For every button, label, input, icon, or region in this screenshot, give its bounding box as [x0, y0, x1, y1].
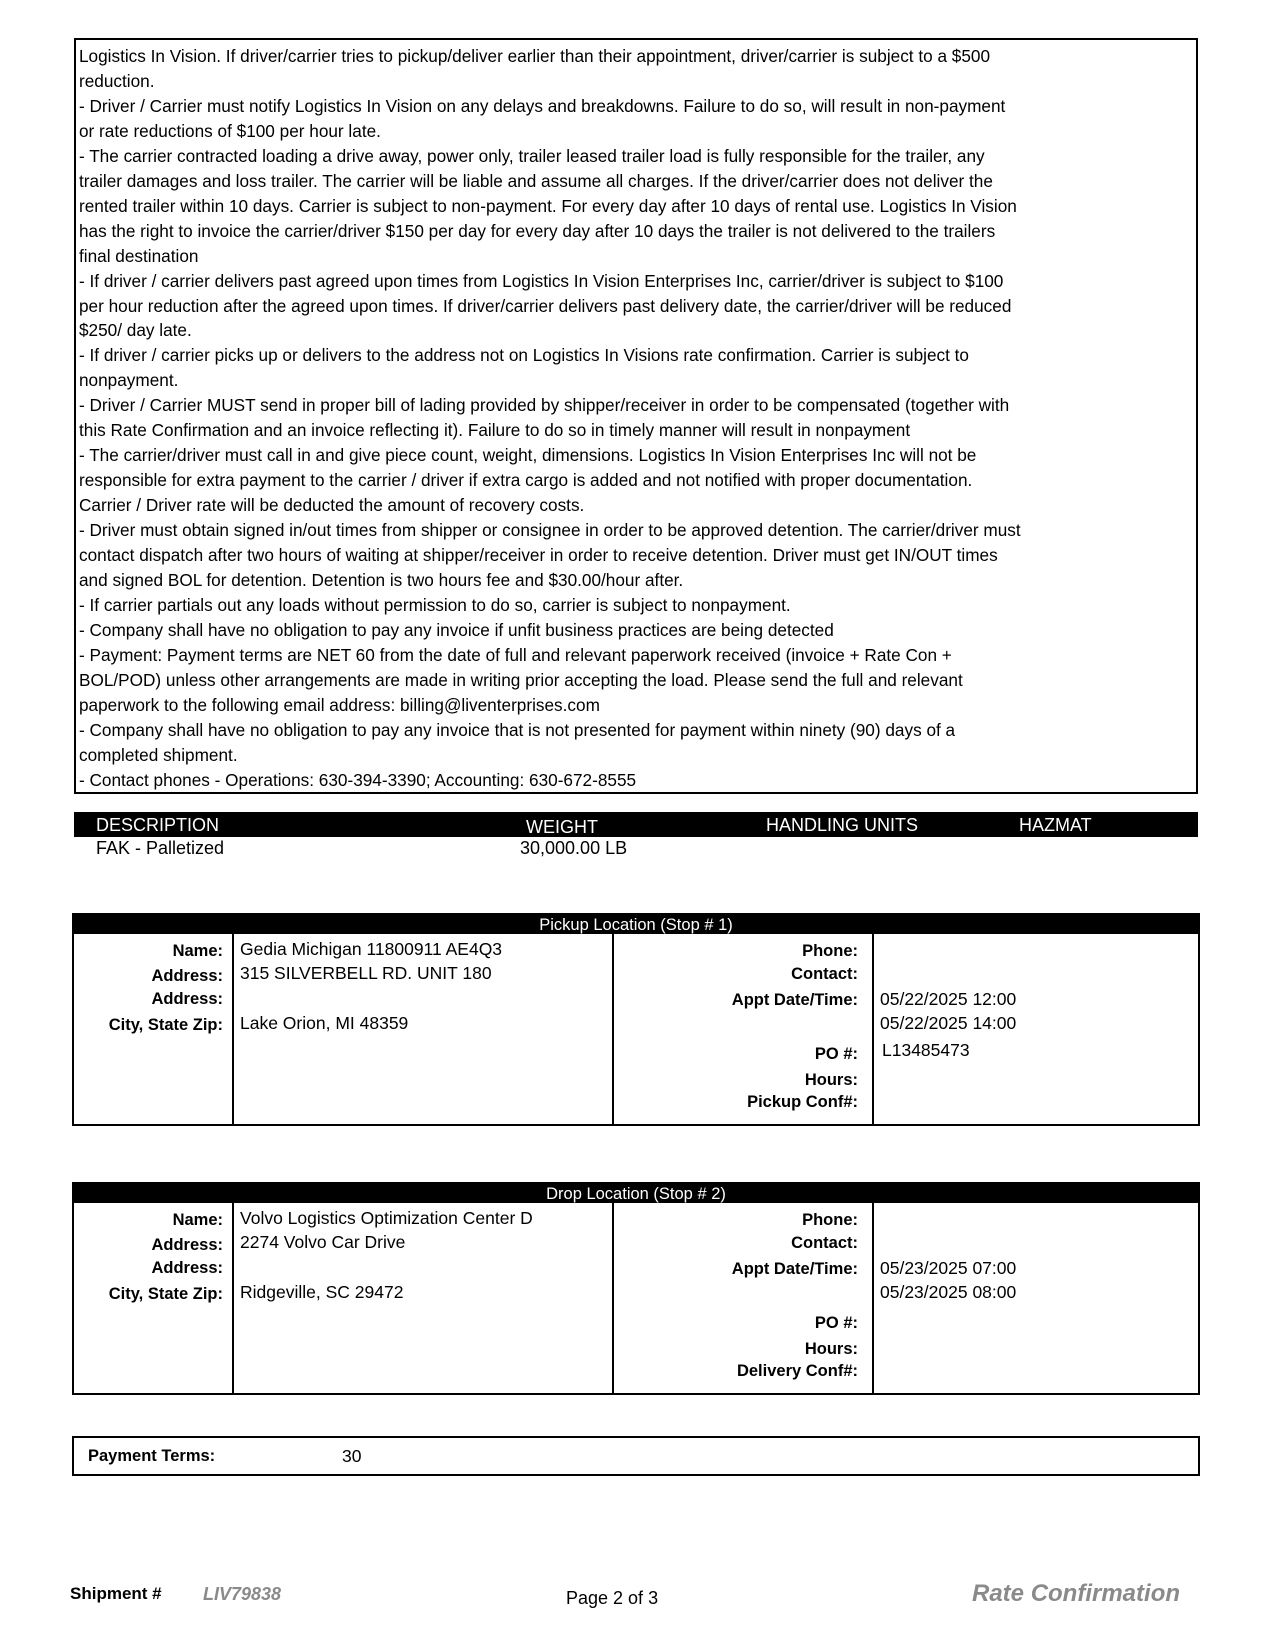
appt-date-time-label: Appt Date/Time:: [731, 991, 858, 1009]
terms-line: trailer damages and loss trailer. The carrier will be liable and assume all charges. If the driver/carrier does not deliver the: [79, 170, 993, 191]
pickup-location-section: [72, 913, 1200, 1126]
description-header: DESCRIPTION: [96, 815, 220, 835]
po-label: PO #:: [814, 1314, 858, 1332]
delivery-conf-label: Delivery Conf#:: [736, 1362, 858, 1380]
address-label: Address:: [151, 967, 223, 985]
terms-line: and signed BOL for detention. Detention is two hours fee and $30.00/hour after.: [79, 570, 684, 591]
handling-units-header: HANDLING UNITS: [766, 815, 919, 835]
commodity-weight: 30,000.00 LB: [520, 838, 628, 858]
terms-line: rented trailer within 10 days. Carrier is subject to non-payment. For every day after 10 days of rental use. Logistics In Vision: [79, 195, 1017, 216]
terms-line: - Contact phones - Operations: 630-394-3390; Accounting: 630-672-8555: [79, 769, 637, 790]
terms-line: Logistics In Vision. If driver/carrier tries to pickup/deliver earlier than their appointment, driver/carrier is subject to a $500: [79, 46, 991, 66]
terms-line: nonpayment.: [79, 370, 179, 391]
address2-label: Address:: [151, 1259, 223, 1277]
terms-line: - If carrier partials out any loads without permission to do so, carrier is subject to nonpayment.: [79, 594, 791, 615]
pickup-address: 315 SILVERBELL RD. UNIT 180: [240, 963, 492, 983]
terms-line: - Driver must obtain signed in/out times from shipper or consignee in order to be approved detention. The carrier/driver must: [79, 520, 1021, 541]
pickup-name: Gedia Michigan 11800911 AE4Q3: [240, 939, 503, 959]
contact-label: Contact:: [791, 965, 858, 983]
terms-line: has the right to invoice the carrier/driver $150 per day for every day after 10 days the trailer is not delivered to the trailers: [79, 220, 996, 241]
terms-line: - Payment: Payment terms are NET 60 from the date of full and relevant paperwork received (invoice + Rate Con +: [79, 644, 952, 665]
divider: [232, 934, 234, 1124]
drop-name: Volvo Logistics Optimization Center D: [240, 1208, 533, 1228]
terms-line: final destination: [79, 245, 199, 266]
name-label: Name:: [172, 1211, 223, 1229]
terms-line: contact dispatch after two hours of waiting at shipper/receiver in order to receive detention. Driver must get IN/OUT times: [79, 545, 998, 566]
document-title: Rate Confirmation: [972, 1580, 1181, 1607]
city-state-zip-label: City, State Zip:: [108, 1016, 223, 1034]
drop-city-state-zip: Ridgeville, SC 29472: [240, 1282, 404, 1302]
terms-box: [74, 38, 1198, 794]
name-label: Name:: [172, 942, 223, 960]
pickup-location-title: Pickup Location (Stop # 1): [74, 915, 1198, 934]
pickup-conf-label: Pickup Conf#:: [747, 1093, 858, 1111]
terms-line: BOL/POD) unless other arrangements are made in writing prior accepting the load. Please send the full and relevant: [79, 669, 963, 690]
po-label: PO #:: [814, 1045, 858, 1063]
divider: [612, 1203, 614, 1393]
divider: [612, 934, 614, 1124]
pickup-appt-start: 05/22/2025 12:00: [880, 989, 1017, 1009]
terms-line: - If driver / carrier delivers past agreed upon times from Logistics In Vision Enterprises Inc, carrier/driver is subject to $100: [79, 270, 1004, 291]
terms-line: $250/ day late.: [79, 320, 192, 341]
drop-appt-start: 05/23/2025 07:00: [880, 1258, 1017, 1278]
terms-line: or rate reductions of $100 per hour late.: [79, 120, 381, 141]
payment-terms-box: [72, 1436, 1200, 1476]
terms-line: - Company shall have no obligation to pay any invoice that is not presented for payment within ninety (90) days of a: [79, 719, 956, 740]
pickup-city-state-zip: Lake Orion, MI 48359: [240, 1013, 409, 1033]
terms-line: completed shipment.: [79, 744, 238, 765]
phone-label: Phone:: [802, 1211, 858, 1229]
drop-appt-end: 05/23/2025 08:00: [880, 1282, 1017, 1302]
appt-date-time-label: Appt Date/Time:: [731, 1260, 858, 1278]
weight-header: WEIGHT: [526, 817, 598, 837]
terms-line: - The carrier contracted loading a drive away, power only, trailer leased trailer load is fully responsible for the trailer, any: [79, 145, 985, 166]
terms-line: paperwork to the following email address: billing@liventerprises.com: [79, 694, 600, 715]
terms-line: - If driver / carrier picks up or delivers to the address not on Logistics In Visions rate confirmation. Carrier is subject to: [79, 345, 969, 366]
drop-address: 2274 Volvo Car Drive: [240, 1232, 406, 1252]
address2-label: Address:: [151, 990, 223, 1008]
divider: [232, 1203, 234, 1393]
city-state-zip-label: City, State Zip:: [108, 1285, 223, 1303]
drop-location-section: [72, 1182, 1200, 1395]
shipment-number-label: Shipment #: [70, 1584, 162, 1603]
page-number: Page 2 of 3: [566, 1588, 659, 1608]
payment-terms-label: Payment Terms:: [88, 1447, 216, 1465]
pickup-po: L13485473: [882, 1040, 970, 1060]
terms-line: Carrier / Driver rate will be deducted the amount of recovery costs.: [79, 495, 585, 516]
hazmat-header: HAZMAT: [1019, 815, 1092, 835]
payment-terms-value: 30: [342, 1446, 362, 1466]
address-label: Address:: [151, 1236, 223, 1254]
terms-line: - Company shall have no obligation to pay any invoice if unfit business practices are being detected: [79, 619, 834, 640]
commodity-header: [74, 812, 1198, 837]
terms-line: this Rate Confirmation and an invoice reflecting it). Failure to do so in timely manner will result in nonpayment: [79, 420, 911, 441]
commodity-row: [74, 837, 1198, 863]
divider: [872, 934, 874, 1124]
divider: [872, 1203, 874, 1393]
terms-line: - The carrier/driver must call in and give piece count, weight, dimensions. Logistics In Vision Enterprises Inc will not be: [79, 445, 977, 466]
terms-line: responsible for extra payment to the carrier / driver if extra cargo is added and not notified with proper documentation.: [79, 470, 973, 491]
terms-line: per hour reduction after the agreed upon times. If driver/carrier delivers past delivery date, the carrier/driver will be reduced: [79, 295, 1012, 316]
hours-label: Hours:: [804, 1340, 858, 1358]
pickup-appt-end: 05/22/2025 14:00: [880, 1013, 1017, 1033]
contact-label: Contact:: [791, 1234, 858, 1252]
hours-label: Hours:: [804, 1071, 858, 1089]
terms-line: - Driver / Carrier must notify Logistics In Vision on any delays and breakdowns. Failure to do so, will result in non-payment: [79, 95, 1006, 116]
drop-location-title: Drop Location (Stop # 2): [74, 1184, 1198, 1203]
commodity-description: FAK - Palletized: [96, 838, 225, 858]
shipment-number: LIV79838: [203, 1584, 282, 1604]
terms-line: - Driver / Carrier MUST send in proper bill of lading provided by shipper/receiver in order to be compensated (together with: [79, 395, 1010, 416]
terms-line: reduction.: [79, 70, 155, 91]
phone-label: Phone:: [802, 942, 858, 960]
